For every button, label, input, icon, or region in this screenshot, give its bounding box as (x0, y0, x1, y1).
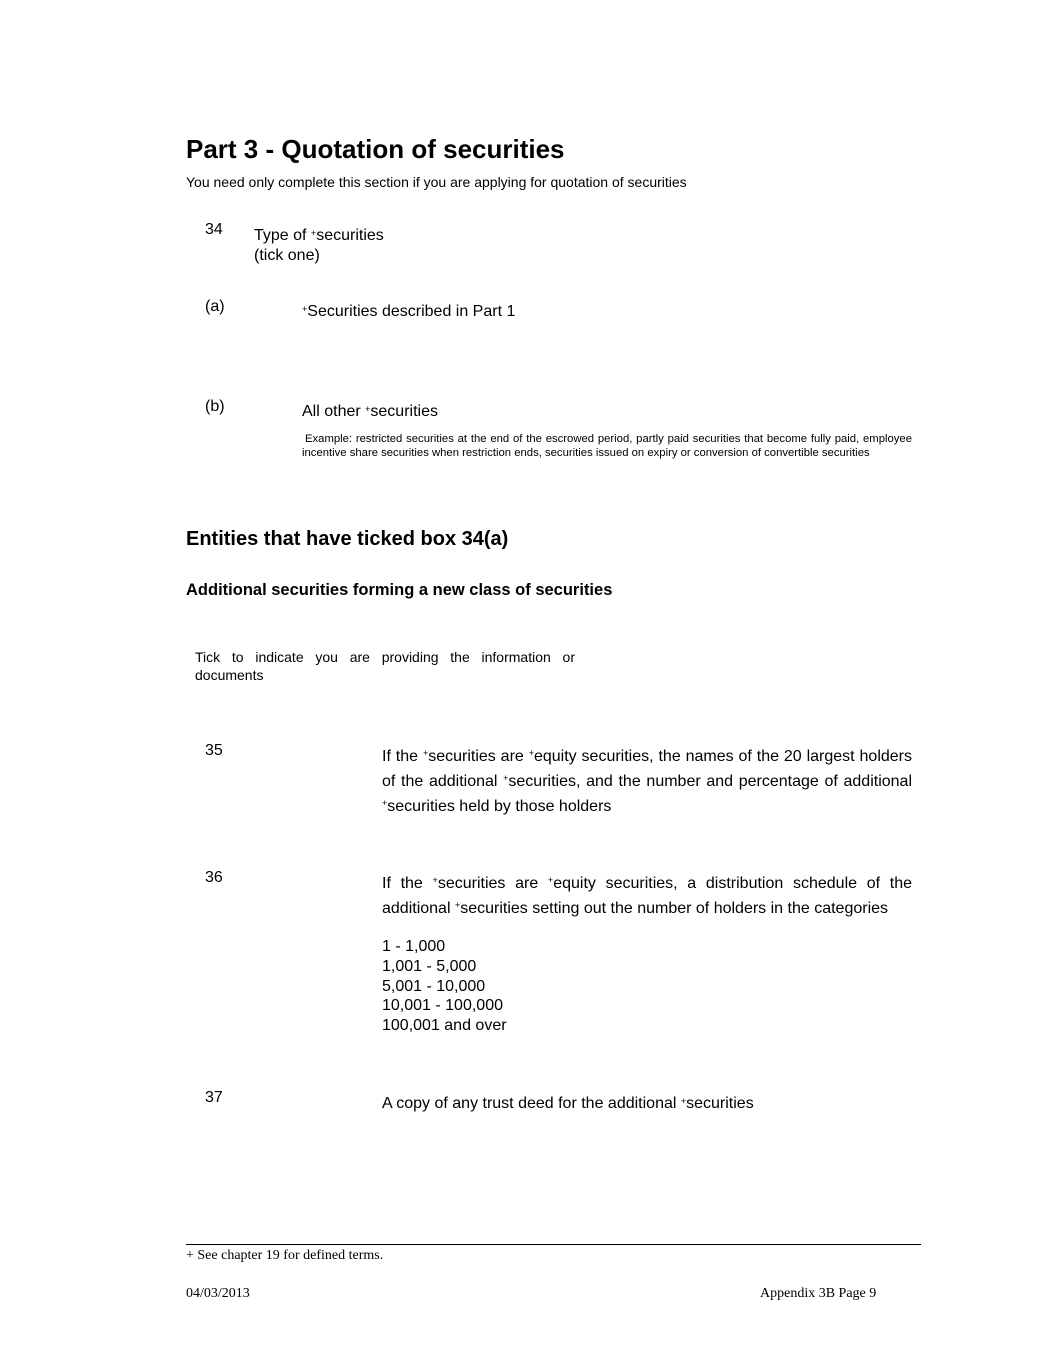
defined-term-marker: + (432, 875, 438, 885)
q37-text-post: securities (686, 1095, 754, 1112)
defined-term-marker: + (547, 875, 554, 885)
footer-date: 04/03/2013 (186, 1286, 250, 1301)
footer-note: + See chapter 19 for defined terms. (186, 1248, 384, 1263)
defined-term-marker: + (365, 404, 371, 414)
category-item: 1,001 - 5,000 (382, 957, 477, 975)
page-title: Part 3 - Quotation of securities (186, 134, 565, 164)
q35-number: 35 (205, 742, 223, 759)
q35-text-part: securities, and the number and percentage of additional (508, 773, 912, 790)
category-item: 5,001 - 10,000 (382, 977, 486, 995)
tick-note: Tick to indicate you are providing the information or documents (195, 649, 575, 683)
q34b-text (302, 402, 438, 422)
defined-term-marker: + (302, 304, 308, 314)
section-subheading: Additional securities forming a new class of securities (186, 581, 613, 599)
q34b-marker: (b) (205, 398, 225, 415)
q36-text (382, 871, 912, 921)
q37-text (382, 1094, 754, 1114)
defined-term-marker: + (422, 748, 429, 758)
q34a-text (302, 302, 515, 322)
q34-label (254, 226, 384, 266)
q34-number: 34 (205, 221, 223, 238)
q35-text-part: securities held by those holders (387, 798, 612, 815)
q34b-text-pre: All other (302, 403, 366, 420)
q34a-label: Securities described in Part 1 (307, 303, 516, 320)
defined-term-marker: + (454, 900, 461, 910)
defined-term-marker: + (503, 773, 509, 783)
section-intro: You need only complete this section if you are applying for quotation of securities (186, 174, 687, 190)
q36-number: 36 (205, 869, 223, 886)
q35-text-part: securities are (428, 748, 529, 765)
category-item: 10,001 - 100,000 (382, 997, 503, 1015)
q36-text-part: securities are (437, 875, 548, 892)
q37-number: 37 (205, 1089, 223, 1106)
q34b-example: Example: restricted securities at the end of the escrowed period, partly paid securities that become fully paid, employee incentive share securities when restriction ends, securities issued on expiry or conversion of convertible securities (302, 433, 912, 459)
footer-rule (186, 1244, 921, 1245)
q35-text-part: If the (382, 748, 423, 765)
defined-term-marker: + (310, 228, 317, 238)
q34b-text-post: securities (370, 403, 438, 420)
q35-text-part: equity securities, the names of the 20 largest holders of the additional (382, 748, 913, 790)
category-item: 100,001 and over (382, 1017, 507, 1035)
defined-term-marker: + (528, 748, 534, 758)
q35-text (382, 744, 912, 819)
section-heading: Entities that have ticked box 34(a) (186, 528, 509, 550)
defined-term-marker: + (382, 798, 388, 808)
defined-term-marker: + (680, 1096, 687, 1106)
q36-text-part: securities setting out the number of holders in the categories (460, 900, 889, 917)
footer-page: Appendix 3B Page 9 (760, 1286, 877, 1301)
q34-label-post: securities (316, 227, 384, 244)
q37-text-pre: A copy of any trust deed for the additional (382, 1095, 681, 1112)
q34a-marker: (a) (205, 298, 225, 315)
q36-text-part: equity securities, a distribution schedule of the additional (382, 875, 913, 917)
q34-label-line2: (tick one) (254, 247, 320, 264)
q34-label-pre: Type of (254, 227, 311, 244)
q36-text-part: If the (382, 875, 433, 892)
category-item: 1 - 1,000 (382, 938, 446, 955)
q36-categories (382, 937, 507, 1036)
